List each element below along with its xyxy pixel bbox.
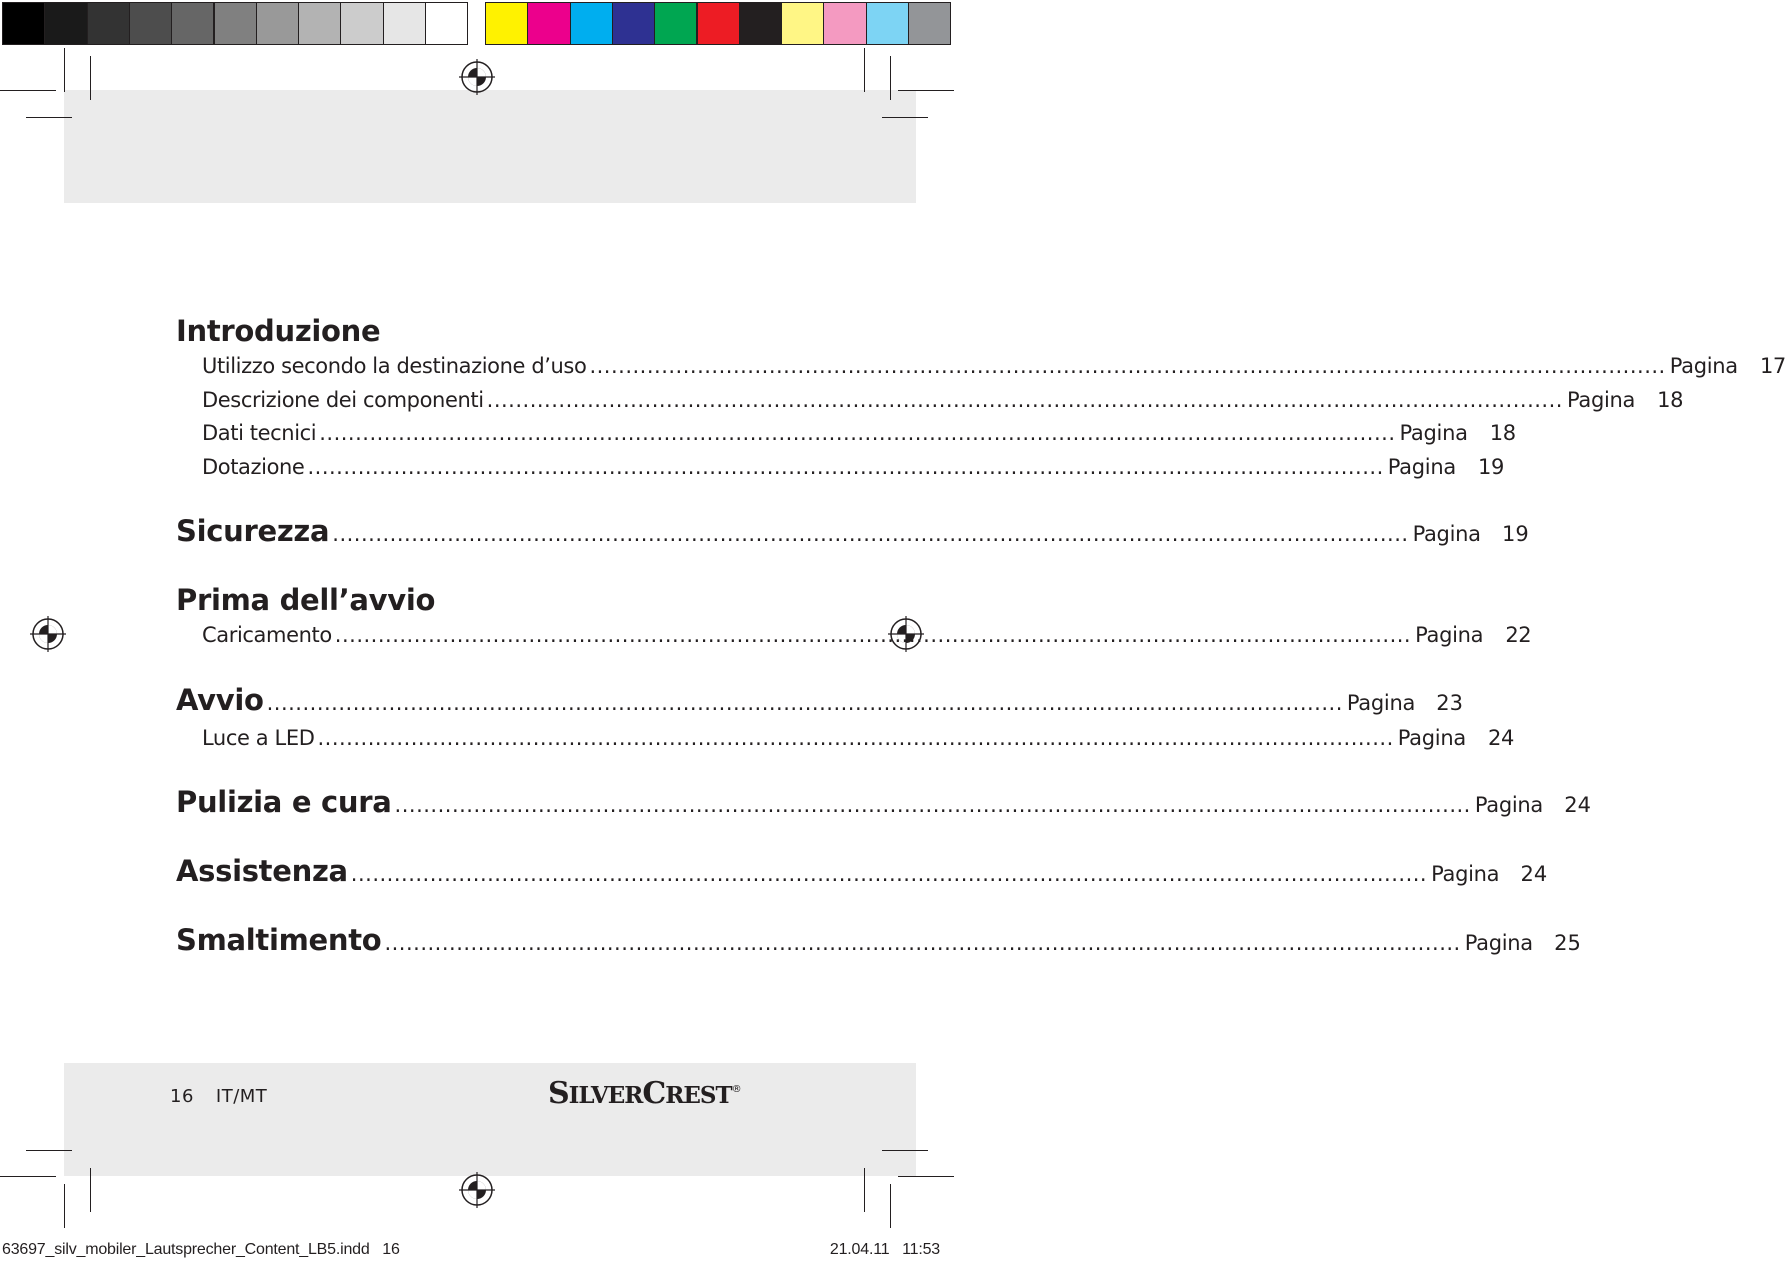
gray-swatch [87, 2, 130, 45]
gray-swatch [298, 2, 341, 45]
header-band [64, 90, 916, 203]
page-label: Pagina [1412, 522, 1481, 546]
silvercrest-logo: SILVERCREST® [548, 1076, 741, 1111]
color-swatch [781, 2, 824, 45]
section-title-sicurezza: Sicurezza [176, 514, 330, 548]
page-label: Pagina [1387, 454, 1456, 479]
section-title-introduzione: Introduzione [176, 314, 381, 348]
toc-entry-label: Descrizione dei componenti [202, 387, 484, 412]
toc-entry[interactable] [176, 451, 1504, 485]
color-swatch [654, 2, 697, 45]
section-title-assistenza: Assistenza [176, 854, 348, 888]
section-title-avvio: Avvio [176, 682, 264, 717]
dot-leader: ...................................................................................................................................................... [307, 454, 1384, 479]
page-label: Pagina [1566, 387, 1636, 412]
dot-leader: ...................................................................................................................................................... [486, 387, 1563, 412]
dot-leader: ...................................................................................................................................................... [384, 931, 1461, 955]
color-swatch [866, 2, 909, 45]
page-label: Pagina [1346, 690, 1416, 715]
color-swatch [739, 2, 782, 45]
color-swatch [823, 2, 866, 45]
color-swatch [485, 2, 528, 45]
page-number: 22 [1505, 623, 1532, 647]
color-swatch [612, 2, 655, 45]
toc-entry[interactable] [176, 384, 1684, 418]
page-label: Pagina [1669, 354, 1738, 378]
gray-swatch [2, 2, 45, 45]
toc-entry[interactable] [176, 619, 1532, 653]
toc-entry[interactable] [176, 417, 1516, 451]
slug-datetime: 21.04.11 11:53 [829, 1241, 940, 1258]
table-of-contents [176, 312, 1786, 962]
page-label: Pagina [1397, 725, 1466, 750]
page-number: 19 [1477, 454, 1504, 479]
color-swatch [527, 2, 570, 45]
toc-entry[interactable] [176, 783, 1591, 824]
page-number: 24 [1564, 793, 1591, 817]
registration-mark-icon [30, 616, 66, 652]
slug-filename: 63697_silv_mobiler_Lautsprecher_Content_LB5.indd 16 [2, 1241, 400, 1258]
dot-leader: ...................................................................................................................................................... [266, 690, 1343, 715]
dot-leader: ...................................................................................................................................................... [319, 421, 1396, 445]
page-number: 16 [170, 1086, 194, 1107]
dot-leader: ...................................................................................................................................................... [317, 725, 1394, 750]
section-title-prima-dell-avvio: Prima dell’avvio [176, 583, 436, 617]
footer-band [64, 1063, 916, 1176]
page-number: 24 [1520, 862, 1548, 886]
page-number: 25 [1554, 931, 1581, 955]
dot-leader: ...................................................................................................................................................... [350, 862, 1428, 886]
section-title-smaltimento: Smaltimento [176, 923, 382, 957]
toc-entry[interactable] [176, 681, 1464, 722]
toc-entry[interactable] [176, 722, 1514, 756]
toc-entry[interactable] [176, 512, 1529, 553]
page-number: 23 [1436, 690, 1464, 715]
dot-leader: ...................................................................................................................................................... [334, 623, 1412, 647]
toc-entry[interactable] [176, 921, 1581, 962]
footer-page-info [170, 1086, 267, 1107]
color-swatch [908, 2, 951, 45]
gray-swatch [383, 2, 426, 45]
page-label: Pagina [1464, 931, 1533, 955]
page-number: 24 [1487, 725, 1514, 750]
page-number: 18 [1657, 387, 1684, 412]
registration-mark-icon [459, 1172, 495, 1208]
page-label: Pagina [1431, 862, 1500, 886]
gray-swatch [129, 2, 172, 45]
dot-leader: ...................................................................................................................................................... [589, 354, 1666, 378]
registration-mark-icon [459, 59, 495, 95]
gray-swatch [256, 2, 299, 45]
toc-entry-label: Dotazione [202, 454, 305, 479]
toc-entry-label: Dati tecnici [202, 421, 317, 445]
gray-swatch [214, 2, 257, 45]
section-title-pulizia-e-cura: Pulizia e cura [176, 785, 392, 819]
dot-leader: ...................................................................................................................................................... [394, 793, 1471, 817]
page-number: 18 [1489, 421, 1516, 445]
language-code: IT/MT [215, 1086, 268, 1107]
color-swatch [570, 2, 613, 45]
gray-swatch [340, 2, 383, 45]
page-label: Pagina [1474, 793, 1543, 817]
page-label: Pagina [1415, 623, 1484, 647]
toc-entry-label: Utilizzo secondo la destinazione d’uso [202, 354, 587, 378]
gray-swatch [44, 2, 87, 45]
toc-entry[interactable] [176, 350, 1786, 384]
color-swatch [697, 2, 740, 45]
toc-entry-label: Luce a LED [202, 725, 315, 750]
gray-swatch [171, 2, 214, 45]
gray-swatch [425, 2, 468, 45]
page-number: 17 [1759, 354, 1786, 378]
toc-entry[interactable] [176, 852, 1548, 893]
page-number: 19 [1501, 522, 1529, 546]
toc-entry-label: Caricamento [202, 623, 332, 647]
dot-leader: ...................................................................................................................................................... [332, 522, 1409, 546]
page-label: Pagina [1399, 421, 1468, 445]
